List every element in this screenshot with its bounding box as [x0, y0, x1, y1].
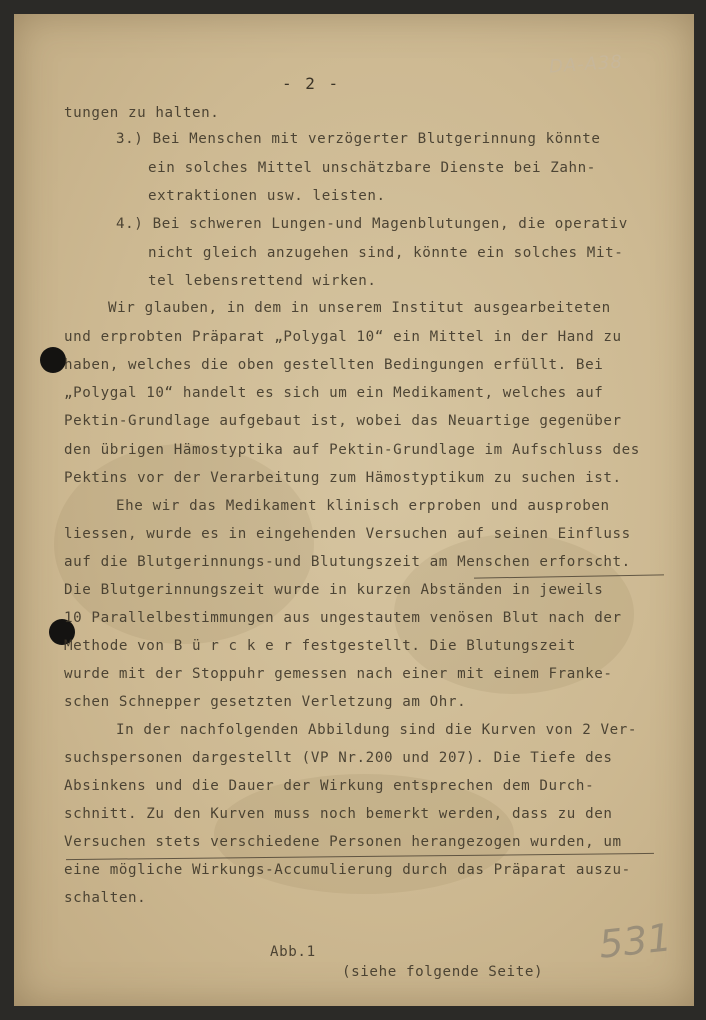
text-line: auf die Blutgerinnungs-und Blutungszeit am Menschen erforscht.	[64, 554, 631, 570]
text-line: schalten.	[64, 890, 147, 906]
figure-note: (siehe folgende Seite)	[342, 964, 544, 980]
text-line: Die Blutgerinnungszeit wurde in kurzen Abständen in jeweils	[64, 582, 604, 598]
text-line: In der nachfolgenden Abbildung sind die Kurven von 2 Ver-	[116, 722, 638, 738]
text-line: Ehe wir das Medikament klinisch erproben und ausproben	[116, 498, 610, 514]
text-line: wurde mit der Stoppuhr gemessen nach einer mit einem Franke-	[64, 666, 613, 682]
text-line: den übrigen Hämostyptika auf Pektin-Grundlage im Aufschluss des	[64, 442, 640, 458]
text-line: suchspersonen dargestellt (VP Nr.200 und 207). Die Tiefe des	[64, 750, 613, 766]
archive-stamp-top: DA-A38	[548, 51, 624, 78]
text-line: Wir glauben, in dem in unserem Institut ausgearbeiteten	[108, 300, 611, 316]
archive-number-stamp: 531	[596, 915, 674, 967]
text-line: ein solches Mittel unschätzbare Dienste bei Zahn-	[148, 160, 596, 176]
text-line: Versuchen stets verschiedene Personen herangezogen wurden, um	[64, 834, 622, 850]
text-line: Pektin-Grundlage aufgebaut ist, wobei das Neuartige gegenüber	[64, 413, 622, 429]
text-line: eine mögliche Wirkungs-Accumulierung durch das Präparat auszu-	[64, 862, 631, 878]
text-line: und erprobten Präparat „Polygal 10“ ein Mittel in der Hand zu	[64, 329, 622, 345]
text-line: Methode von B ü r c k e r festgestellt. Die Blutungszeit	[64, 638, 576, 654]
text-line: 10 Parallelbestimmungen aus ungestautem venösen Blut nach der	[64, 610, 622, 626]
figure-label: Abb.1	[270, 944, 316, 960]
text-line: 4.) Bei schweren Lungen-und Magenblutungen, die operativ	[116, 216, 628, 232]
text-line: schen Schnepper gesetzten Verletzung am Ohr.	[64, 694, 467, 710]
document-page	[14, 14, 694, 1006]
text-line: schnitt. Zu den Kurven muss noch bemerkt werden, dass zu den	[64, 806, 613, 822]
text-line: „Polygal 10“ handelt es sich um ein Medikament, welches auf	[64, 385, 604, 401]
text-line: tungen zu halten.	[64, 105, 220, 121]
page-number: - 2 -	[282, 74, 341, 93]
text-line: Pektins vor der Verarbeitung zum Hämostyptikum zu suchen ist.	[64, 470, 622, 486]
text-line: Absinkens und die Dauer der Wirkung entsprechen dem Durch-	[64, 778, 595, 794]
text-line: 3.) Bei Menschen mit verzögerter Blutgerinnung könnte	[116, 131, 601, 147]
punch-hole	[40, 347, 66, 373]
text-line: tel lebensrettend wirken.	[148, 273, 377, 289]
text-line: nicht gleich anzugehen sind, könnte ein solches Mit-	[148, 245, 624, 261]
text-line: haben, welches die oben gestellten Bedingungen erfüllt. Bei	[64, 357, 604, 373]
text-line: extraktionen usw. leisten.	[148, 188, 386, 204]
text-line: liessen, wurde es in eingehenden Versuchen auf seinen Einfluss	[64, 526, 631, 542]
